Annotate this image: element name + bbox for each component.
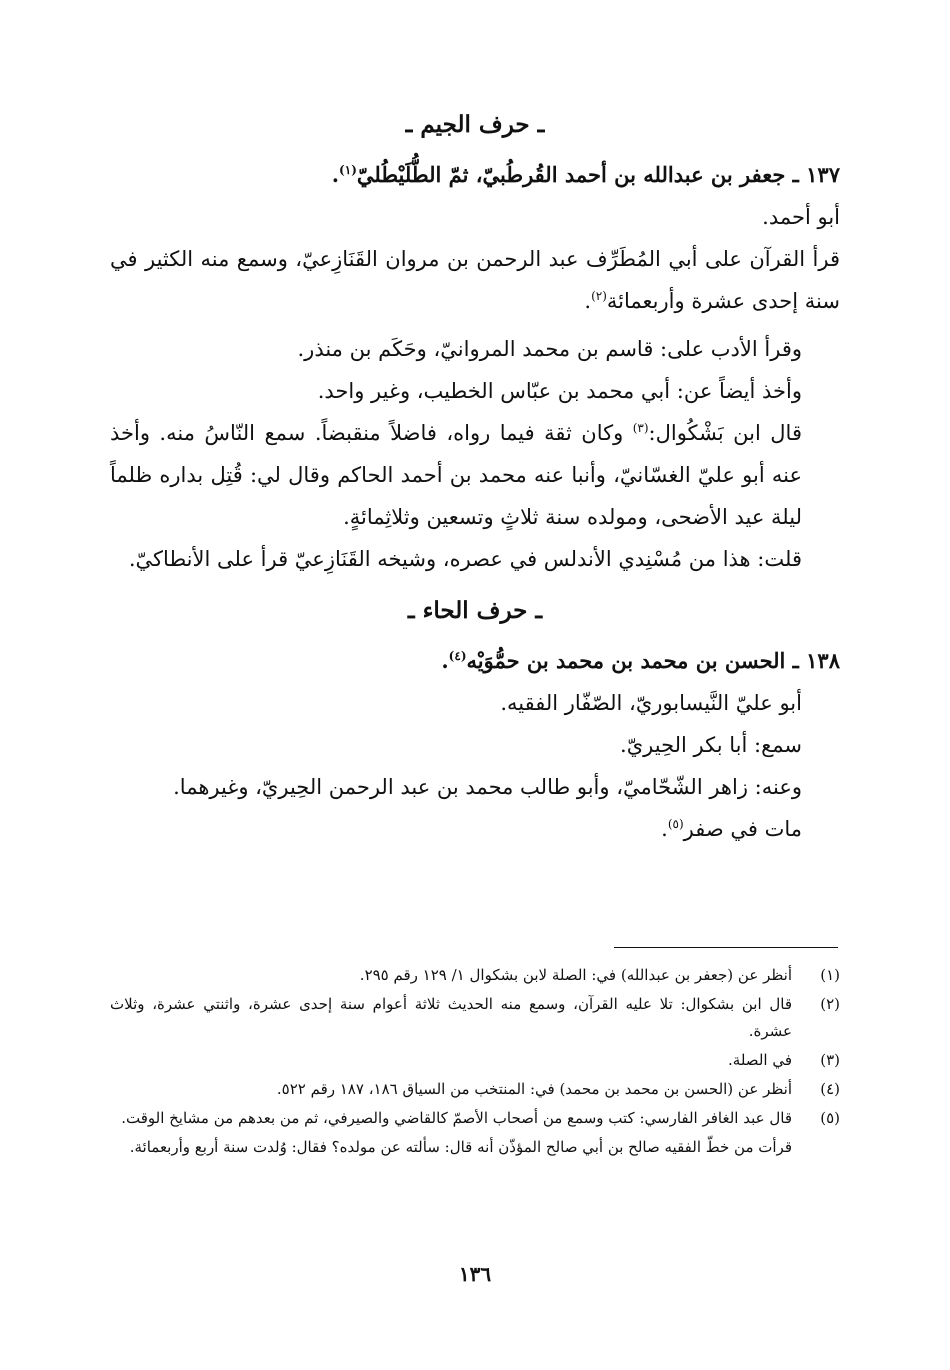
paragraph-death [110,808,840,850]
paragraph-death-end: . [661,817,668,841]
footnote-number: (٢) [820,995,840,1013]
paragraph-ibn-bashkuwal-b: وكان ثقة فيما رواه، فاضلاً منقبضاً. سمع النّاسُ منه. وأخذ عنه أبو عليّ الغسّانيّ، وأنبا عنه محمد بن أحمد الحاكم وقال لي: قُتِل بداره ظلماً ليلة عيد الأضحى، ومولده سنة ثلاثٍ وتسعين وثلاثِمائةٍ. [110,421,802,529]
footnote-text: أنظر عن (الحسن بن محمد بن محمد) في: المنتخب من السياق ١٨٦، ١٨٧ رقم ٥٢٢. [276,1080,792,1098]
entry-title-end: . [331,162,340,187]
footnote-text: أنظر عن (جعفر بن عبدالله) في: الصلة لابن بشكوال ١/ ١٢٩ رقم ٢٩٥. [359,966,792,984]
page-number: ١٣٦ [458,1262,492,1286]
footnote-ref-2[interactable]: (٢) [591,289,607,303]
footnote-text: في الصلة. [728,1051,792,1069]
footnote-ref-5[interactable]: (٥) [667,817,684,831]
paragraph-adab: وقرأ الأدب على: قاسم بن محمد المروانيّ، وحَكَم بن منذر. [297,337,802,361]
paragraph-death-text: مات في صفر [683,817,802,841]
section-heading-jim: ـ حرف الجيم ـ [405,111,545,138]
footnote-number: (٤) [820,1080,840,1098]
footnote-item [110,991,840,1045]
kunya-138: أبو عليّ النَّيسابوريّ، الصّفّار الفقيه. [500,691,802,715]
footnote-item [110,1047,840,1074]
section-heading-ha: ـ حرف الحاء ـ [407,597,543,624]
footnote-number: (٣) [820,1051,840,1069]
entry-title-end: . [441,648,449,673]
paragraph-recitation-end: . [584,289,592,313]
footnote-item [110,962,840,989]
paragraph-qultu: قلت: هذا من مُسْنِدي الأندلس في عصره، وشيخه القَنَازِعيّ قرأ على الأنطاكيّ. [128,547,802,571]
main-text [110,100,840,850]
footnote-item [110,1076,840,1103]
footnote-text: قال ابن بشكوال: تلا عليه القرآن، وسمع منه الحديث ثلاثة أعوام سنة إحدى عشرة، واثنتي عشرة، وثلاث عشرة. [110,995,792,1040]
paragraph-recitation [110,238,840,322]
kunya-137: أبو أحمد. [762,205,840,229]
paragraph-heard: سمع: أبا بكر الحِيريّ. [620,733,802,757]
entry-title-text: ١٣٨ ـ الحسن بن محمد بن محمد بن حمُّوَيْه [466,648,840,673]
paragraph-also-took: وأخذ أيضاً عن: أبي محمد بن عبّاس الخطيب، وغير واحد. [317,379,802,403]
entry-title-text: ١٣٧ ـ جعفر بن عبدالله بن أحمد القُرطُبيّ، ثمّ الطُّلَيْطُليّ [356,162,840,187]
footnote-ref-1[interactable]: (١) [339,163,357,177]
entry-title-137 [110,154,840,196]
footnote-divider [614,947,838,948]
footnotes [110,962,840,1163]
paragraph-recitation-text: قرأ القرآن على أبي المُطَرِّف عبد الرحمن بن مروان القَنَازِعيّ، وسمع منه الكثير في سنة إحدى عشرة وأربعمائة [110,247,840,313]
footnote-continuation: قرأت من خطّ الفقيه صالح بن أبي صالح المؤذّن أنه قال: سألته عن مولده؟ فقال: وُلدت سنة أربع وأربعمائة. [129,1138,792,1156]
footnote-item [110,1105,840,1132]
footnote-number: (١) [820,966,840,984]
paragraph-ibn-bashkuwal-a: قال ابن بَشْكُوال: [648,421,802,445]
footnote-ref-3[interactable]: (٣) [632,421,649,435]
footnote-text: قال عبد الغافر الفارسي: كتب وسمع من أصحاب الأصمّ كالقاضي والصيرفي، ثم من بعدهم من مشايخ الوقت. [121,1109,792,1127]
paragraph-from-him: وعنه: زاهر الشّحّاميّ، وأبو طالب محمد بن عبد الرحمن الحِيريّ، وغيرهما. [173,775,802,799]
footnote-number: (٥) [820,1109,840,1127]
paragraph-ibn-bashkuwal [110,412,840,538]
entry-title-138 [110,640,840,682]
footnote-ref-4[interactable]: (٤) [448,649,467,663]
